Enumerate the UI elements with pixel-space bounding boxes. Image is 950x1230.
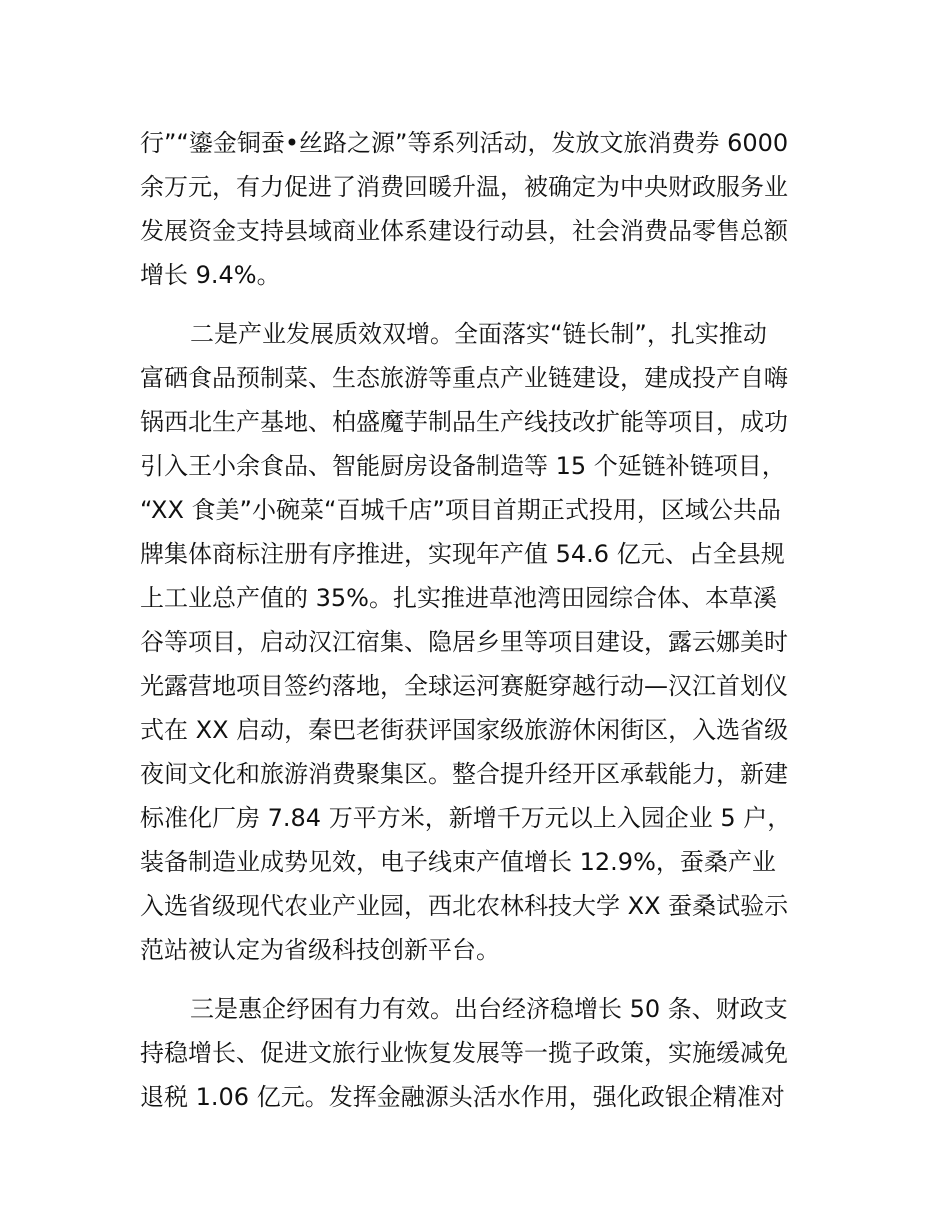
text-line: 增长 9.4%。 xyxy=(140,261,281,289)
text-line: 装备制造业成势见效，电子线束产值增长 12.9%，蚕桑产业 xyxy=(140,848,776,876)
text-line: 牌集体商标注册有序推进，实现年产值 54.6 亿元、占全县规 xyxy=(140,540,785,568)
text-line: 退税 1.06 亿元。发挥金融源头活水作用，强化政银企精准对 xyxy=(140,1083,785,1111)
text-line: 发展资金支持县域商业体系建设行动县，社会消费品零售总额 xyxy=(140,217,788,245)
text-line: 持稳增长、促进文旅行业恢复发展等一揽子政策，实施缓减免 xyxy=(140,1039,788,1067)
text-line: 入选省级现代农业产业园，西北农林科技大学 XX 蚕桑试验示 xyxy=(140,892,789,920)
text-line: 富硒食品预制菜、生态旅游等重点产业链建设，建成投产自嗨 xyxy=(140,364,788,392)
text-line: 式在 XX 启动，秦巴老街获评国家级旅游休闲街区，入选省级 xyxy=(140,716,789,744)
text-line: 夜间文化和旅游消费聚集区。整合提升经开区承载能力，新建 xyxy=(140,760,788,788)
text-line: 二是产业发展质效双增。全面落实“链长制”，扎实推动 xyxy=(190,320,767,348)
text-line: 余万元，有力促进了消费回暖升温，被确定为中央财政服务业 xyxy=(140,173,788,201)
text-line: 上工业总产值的 35%。扎实推进草池湾田园综合体、本草溪 xyxy=(140,584,777,612)
text-line: 三是惠企纾困有力有效。出台经济稳增长 50 条、财政支 xyxy=(190,995,788,1023)
text-line: 谷等项目，启动汉江宿集、隐居乡里等项目建设，露云娜美时 xyxy=(140,628,788,656)
text-line: 范站被认定为省级科技创新平台。 xyxy=(140,936,500,964)
text-line: “XX 食美”小碗菜“百城千店”项目首期正式投用，区域公共品 xyxy=(140,496,781,524)
text-line: 锅西北生产基地、柏盛魔芋制品生产线技改扩能等项目，成功 xyxy=(140,408,788,436)
paragraph-industry-development xyxy=(140,312,830,972)
paragraph-consumption xyxy=(140,121,830,297)
paragraph-enterprise-relief xyxy=(140,987,830,1119)
text-line: 引入王小余食品、智能厨房设备制造等 15 个延链补链项目， xyxy=(140,452,786,480)
text-line: 行”“鎏金铜蚕•丝路之源”等系列活动，发放文旅消费券 6000 xyxy=(140,129,789,157)
document-body xyxy=(140,121,830,1119)
text-line: 光露营地项目签约落地，全球运河赛艇穿越行动—汉江首划仪 xyxy=(140,672,788,700)
text-line: 标准化厂房 7.84 万平方米，新增千万元以上入园企业 5 户， xyxy=(140,804,792,832)
